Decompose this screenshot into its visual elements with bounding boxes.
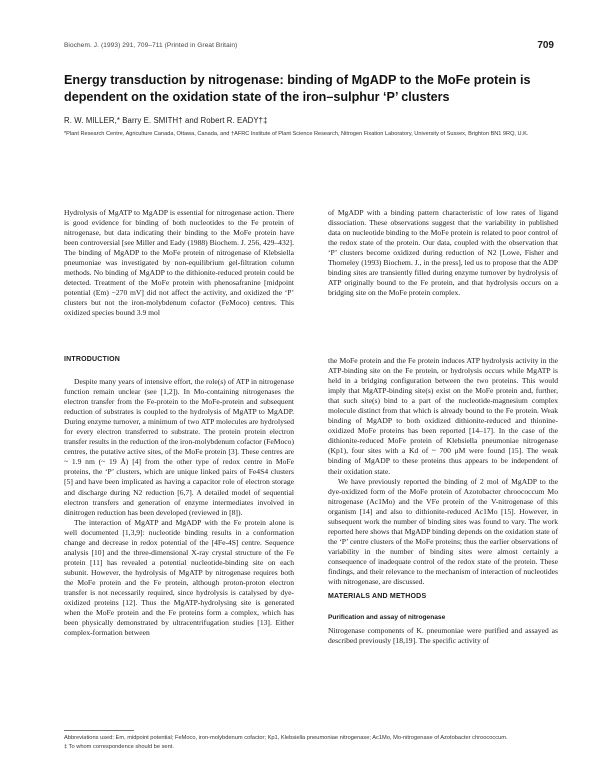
author-list: R. W. MILLER,* Barry E. SMITH† and Robert R. EADY†‡	[64, 116, 268, 125]
methods-subheading: Purification and assay of nitrogenase	[328, 614, 446, 622]
abstract-right-column: of MgADP with a binding pattern characteristic of low rates of ligand dissociation. These observations suggest that the variability in published data on nucleotide binding to the MoFe protein is related to poor control of the redox state of the protein. Our data, coupled with the observation that ‘P’ clusters become oxidized during reduction of N2 [Lowe, Fisher and Thorneley (1993) Biochem. J., in the press], led us to propose that the ADP binding sites are transiently filled during enzyme turnover by hydrolysis of ATP originally bound to the Fe protein, and that hydrolysis occurs on a bridging site on the MoFe protein complex.	[328, 208, 558, 298]
introduction-paragraph-2: The interaction of MgATP and MgADP with the Fe protein alone is well documented [1,3,9]: nucleotide binding results in a conformation change and decrease in redox potential of the [4Fe-4S] centre. Sequence analysis [10] and the three-dimensional X-ray crystal structure of the Fe protein [11] has revealed a potential nucleotide-binding site on each subunit. However, the hydrolysis of MgATP by nitrogenase requires both the MoFe protein and the Fe protein, although proton-proton electron transfer is not necessarily required, since hydrolysis is catalysed by dye-oxidized proteins [12]. Thus the MgATP-hydrolysing site is generated when the MoFe protein and the Fe proteins form a complex, which has been physically demonstrated by ultracentrifugation studies [13]. Either complex-formation between	[64, 517, 294, 638]
body-right-column	[328, 356, 558, 646]
introduction-paragraph-4: We have previously reported the binding of 2 mol of MgADP to the dye-oxidized form of the MoFe protein of Azotobacter chroococcum Mo nitrogenase (Ac1Mo) and the VFe protein of the V-nitrogenase of this organism [14] and also to dithionite-reduced Ac1Mo [15]. However, in subsequent work the number of binding sites was found to vary. The work reported here shows that MgADP binding depends on the oxidation state of the ‘P’ centre clusters of the MoFe proteins; thus the earlier observations of variability in the number of binding sites were almost certainly a consequence of inadequate control of the redox state of the protein. These findings, and their relevance to the mechanism of interaction of nucleotides with nitrogenase, are discussed.	[328, 476, 558, 587]
abstract-left-column: Hydrolysis of MgATP to MgADP is essential for nitrogenase action. There is good evidence for binding of both nucleotides to the Fe protein of nitrogenase, but data indicating their binding to the MoFe protein have been controversial [see Miller and Eady (1988) Biochem. J. 256, 429–432]. The binding of MgADP to the MoFe protein of nitrogenase of Klebsiella pneumoniae was investigated by non-equilibrium gel-filtration column methods. No binding of MgADP to the dithionite-reduced protein could be detected. Treatment of the MoFe protein with phenosafranine [midpoint potential (Em) −270 mV] did not affect the activity, and oxidized the ‘P’ clusters but not the iron-molybdenum cofactor (FeMoco) centres. This oxidized species bound 3.9 mol	[64, 208, 294, 318]
body-left-column	[64, 356, 294, 638]
article-title: Energy transduction by nitrogenase: binding of MgADP to the MoFe protein is dependent on the oxidation state of the iron–sulphur ‘P’ clusters	[64, 73, 531, 104]
footnote-divider	[64, 730, 134, 731]
footnote-correspondence: ‡ To whom correspondence should be sent.	[64, 744, 174, 750]
author-affiliations: *Plant Research Centre, Agriculture Canada, Ottawa, Canada, and †AFRC Institute of Plant Science Research, Nitrogen Fixation Laboratory, University of Sussex, Brighton BN1 9RQ, U.K.	[64, 131, 529, 137]
running-header	[64, 42, 554, 54]
introduction-paragraph-1: Despite many years of intensive effort, the role(s) of ATP in nitrogenase function remain unclear (see [1,2]). In Mo-containing nitrogenases the electron transfer from the Fe-protein to the MoFe-protein and subsequent reduction of substrates is coupled to the hydrolysis of MgATP to MgADP. During enzyme turnover, a minimum of two ATP molecules are hydrolysed for every electron transferred to substrate. The protein protein electron transfer results in the reduction of the iron-molybdenum cofactor (FeMoco) centres, the putative active sites, of the MoFe protein [3]. These centres are ~ 1.9 nm (~ 19 Å) [4] from the other type of redox centre in MoFe proteins, the ‘P’ clusters, which are unique linked pairs of Fe4S4 clusters [5] and have been implicated as having a capacitor role of electron storage and discharge during N2 reduction [6,7]. A detailed model of sequential electron transfers and generation of enzyme intermediates involved in dinitrogen reduction has been developed (reviewed in [8]).	[64, 377, 294, 517]
introduction-paragraph-3: the MoFe protein and the Fe protein induces ATP hydrolysis activity in the ATP-binding site on the Fe protein, or hydrolysis occurs while MgATP is held in a bridging configuration between the two proteins. This would imply that MgATP-binding site(s) exist on the MoFe protein and, further, that such site(s) bind to a part of the nucleotide-magnesium complex molecule distinct from that which is already bound to the Fe protein. Weak binding of MgADP to both oxidized dithionite-reduced and thionine-oxidized MoFe proteins has been reported [14–17]. In the case of the dithionite-reduced MoFe protein of Klebsiella pneumoniae nitrogenase (Kp1), four sites with a Kd of ~ 700 μM were found [15]. The weak binding of MgADP to these proteins thus appears to be independent of their oxidation state.	[328, 356, 558, 476]
introduction-heading: INTRODUCTION	[64, 356, 121, 363]
footnote-abbreviations: Abbreviations used: Em, midpoint potential; FeMoco, iron-molybdenum cofactor; Kp1, Klebsiella pneumoniae nitrogenase; Ac1Mo, Mo-nitrogenase of Azotobacter chroococcum.	[64, 735, 508, 741]
methods-heading: MATERIALS AND METHODS	[328, 593, 427, 601]
methods-paragraph-1: Nitrogenase components of K. pneumoniae were purified and assayed as described previously [18,19]. The specific activity of	[328, 626, 558, 646]
journal-citation: Biochem. J. (1993) 291, 709–711 (Printed in Great Britain)	[64, 42, 238, 49]
footnotes	[64, 734, 559, 752]
page-number: 709	[537, 40, 554, 51]
